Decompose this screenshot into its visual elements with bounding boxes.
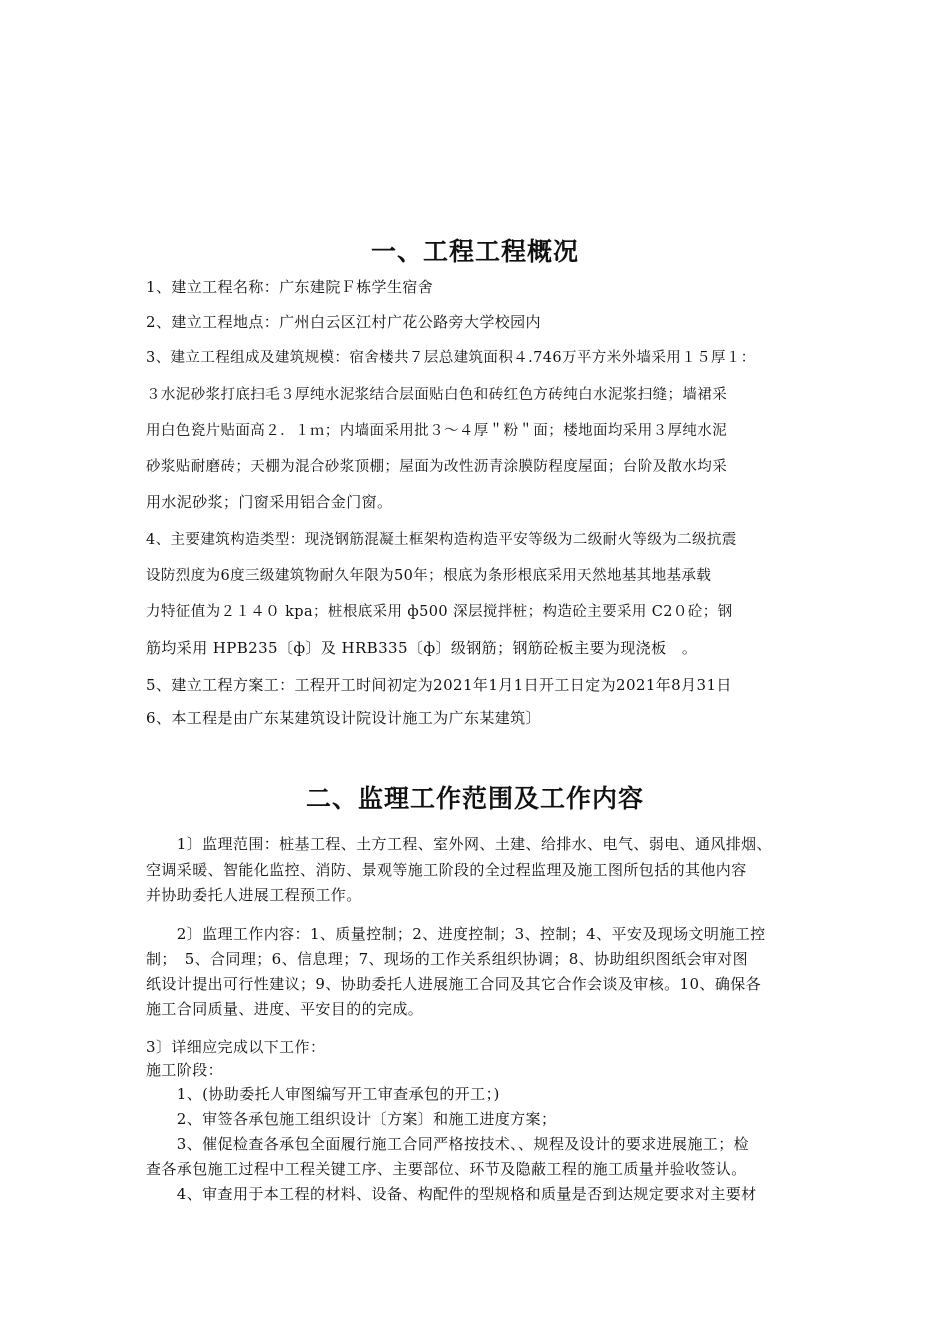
section-2-line-2: 空调采暖、智能化监控、消防、景观等施工阶段的全过程监理及施工图所包括的其他内容	[146, 861, 747, 879]
section-2-line-10: 1、(协助委托人审图编写开工审查承包的开工；)	[146, 1085, 500, 1103]
section-1-title: 一、工程工程概况	[370, 237, 579, 266]
section-1-line-11: 筋均采用 HPB235〔ф〕及 HRB335〔ф〕级钢筋；钢筋砼板主要为现浇板 。	[146, 639, 698, 657]
section-1-line-3: 3、建立工程组成及建筑规模：宿舍楼共７层总建筑面积４.746万平方米外墙采用１５厚１：	[146, 350, 756, 366]
section-2-line-11: 2、审签各承包施工组织设计〔方案〕和施工进度方案；	[146, 1110, 557, 1128]
section-2-line-6: 纸设计提出可行性建议；9、协助委托人进展施工合同及其它合作会谈及审核。10、确保各	[146, 975, 762, 993]
section-1-line-8: 4、主要建筑构造类型：现浇钢筋混凝土框架构造构造平安等级为二级耐火等级为二级抗震	[146, 532, 737, 548]
section-2-line-14: 4、审查用于本工程的材料、设备、构配件的型规格和质量是否到达规定要求对主要材	[146, 1185, 757, 1203]
section-1-line-12: 5、建立工程方案工：工程开工时间初定为2021年1月1日开工日定为2021年8月31日	[146, 676, 732, 694]
section-1-line-4: ３水泥砂浆打底扫毛３厚纯水泥浆结合层面贴白色和砖红色方砖纯白水泥浆扫缝；墙裙采	[146, 387, 728, 403]
section-2-line-3: 并协助委托人进展工程预工作。	[146, 886, 362, 904]
section-1-line-2: 2、建立工程地点：广州白云区江村广花公路旁大学校园内	[146, 313, 541, 331]
section-2-line-7: 施工合同质量、进度、平安目的的完成。	[146, 1000, 424, 1018]
section-1-line-7: 用水泥砂浆；门窗采用铝合金门窗。	[146, 493, 393, 511]
section-2-line-9: 施工阶段：	[146, 1061, 224, 1079]
section-1-line-9: 设防烈度为6度三级建筑物耐久年限为50年；根底为条形根底采用天然地基其地基承载	[146, 568, 712, 584]
section-1-line-5: 用白色瓷片贴面高２．１ｍ；内墙面采用批３～４厚＂粉＂面；楼地面均采用３厚纯水泥	[146, 423, 728, 439]
section-2-title: 二、监理工作范围及工作内容	[305, 784, 644, 813]
section-2-line-5: 制； 5、合同理；6、信息理；7、现场的工作关系组织协调；8、协助组织图纸会审对图	[146, 950, 749, 968]
section-1-line-1: 1、建立工程名称：广东建院Ｆ栋学生宿舍	[146, 278, 434, 296]
section-2-line-4: 2〕监理工作内容：1、质量控制；2、进度控制；3、控制；4、平安及现场文明施工控	[146, 925, 766, 943]
section-1-line-10: 力特征值为２１４０ kpa；桩根底采用 ф500 深层搅拌桩；构造砼主要采用 C2０砼；钢	[146, 604, 733, 620]
section-2-line-1: 1〕监理范围：桩基工程、土方工程、室外网、土建、给排水、电气、弱电、通风排烟、	[146, 835, 772, 853]
section-2-line-13: 查各承包施工过程中工程关键工序、主要部位、环节及隐蔽工程的施工质量并验收签认。	[146, 1160, 747, 1178]
section-2-line-8: 3〕详细应完成以下工作：	[146, 1038, 326, 1056]
section-2-line-12: 3、催促检查各承包全面履行施工合同严格按技术、、规程及设计的要求进展施工；检	[146, 1135, 750, 1153]
section-1-line-6: 砂浆贴耐磨砖；天棚为混合砂浆顶棚；屋面为改性沥青涂膜防程度屋面；台阶及散水均采	[146, 459, 728, 475]
section-1-line-13: 6、本工程是由广东某建筑设计院设计施工为广东某建筑〕	[146, 709, 541, 727]
